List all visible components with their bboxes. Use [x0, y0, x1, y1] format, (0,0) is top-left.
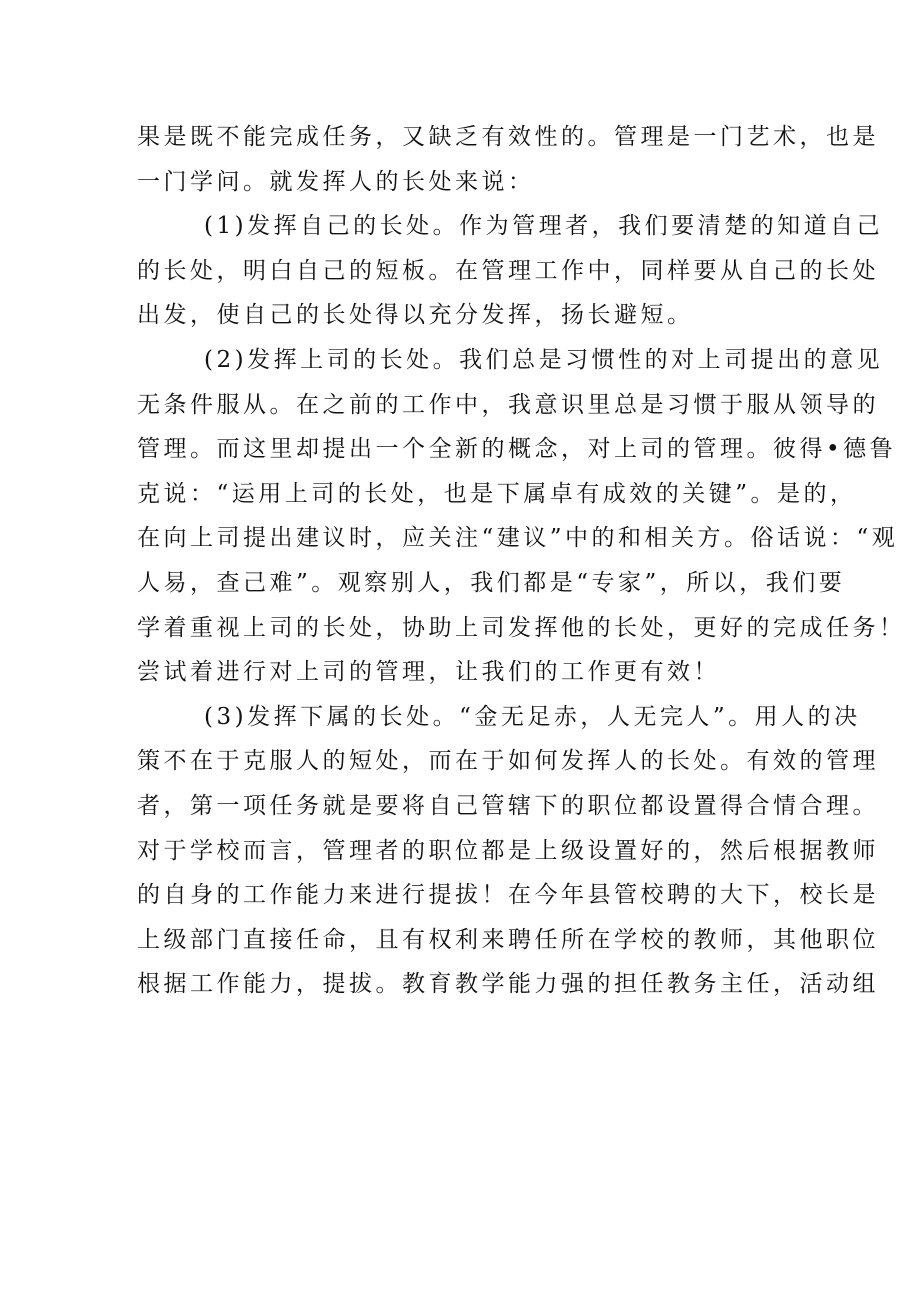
paragraph-own-strengths	[137, 204, 884, 338]
text-line: 无条件服从。在之前的工作中，我意识里总是习惯于服从领导的	[137, 391, 879, 418]
text-line: 上级部门直接任命，且有权利来聘任所在学校的教师，其他职位	[137, 926, 879, 953]
text-line: (3)发挥下属的长处。“金无足赤，人无完人”。用人的决	[204, 703, 861, 730]
text-line: 学着重视上司的长处，协助上司发挥他的长处，更好的完成任务！	[137, 614, 906, 641]
text-line: 出发，使自己的长处得以充分发挥，扬长避短。	[137, 302, 694, 329]
text-line: 的长处，明白自己的短板。在管理工作中，同样要从自己的长处	[137, 257, 879, 284]
text-line: 一门学问。就发挥人的长处来说：	[137, 168, 535, 195]
text-line: (2)发挥上司的长处。我们总是习惯性的对上司提出的意见	[204, 346, 884, 373]
text-line: 管理。而这里却提出一个全新的概念，对上司的管理。彼得•德鲁	[137, 436, 897, 463]
text-line: (1)发挥自己的长处。作为管理者，我们要清楚的知道自己	[204, 213, 884, 240]
paragraph-subordinate-strengths	[137, 695, 879, 1007]
text-line: 在向上司提出建议时，应关注“建议”中的和相关方。俗话说：“观	[137, 525, 899, 552]
document-body	[137, 115, 906, 1007]
text-line: 尝试着进行对上司的管理，让我们的工作更有效！	[137, 659, 720, 686]
text-line: 根据工作能力，提拔。教育教学能力强的担任教务主任，活动组	[137, 971, 879, 998]
text-line: 策不在于克服人的短处，而在于如何发挥人的长处。有效的管理	[137, 748, 879, 775]
text-line: 果是既不能完成任务，又缺乏有效性的。管理是一门艺术，也是	[137, 124, 879, 150]
text-line: 对于学校而言，管理者的职位都是上级设置好的，然后根据教师	[137, 837, 879, 864]
text-line: 者，第一项任务就是要将自己管辖下的职位都设置得合情合理。	[137, 792, 879, 819]
text-line: 克说：“运用上司的长处，也是下属卓有成效的关键”。是的，	[137, 480, 857, 507]
text-line: 的自身的工作能力来进行提拔！在今年县管校聘的大下，校长是	[137, 882, 879, 909]
text-line: 人易，查己难”。观察别人，我们都是“专家”，所以，我们要	[137, 569, 846, 596]
paragraph-intro	[137, 115, 879, 204]
paragraph-superior-strengths	[137, 338, 906, 695]
